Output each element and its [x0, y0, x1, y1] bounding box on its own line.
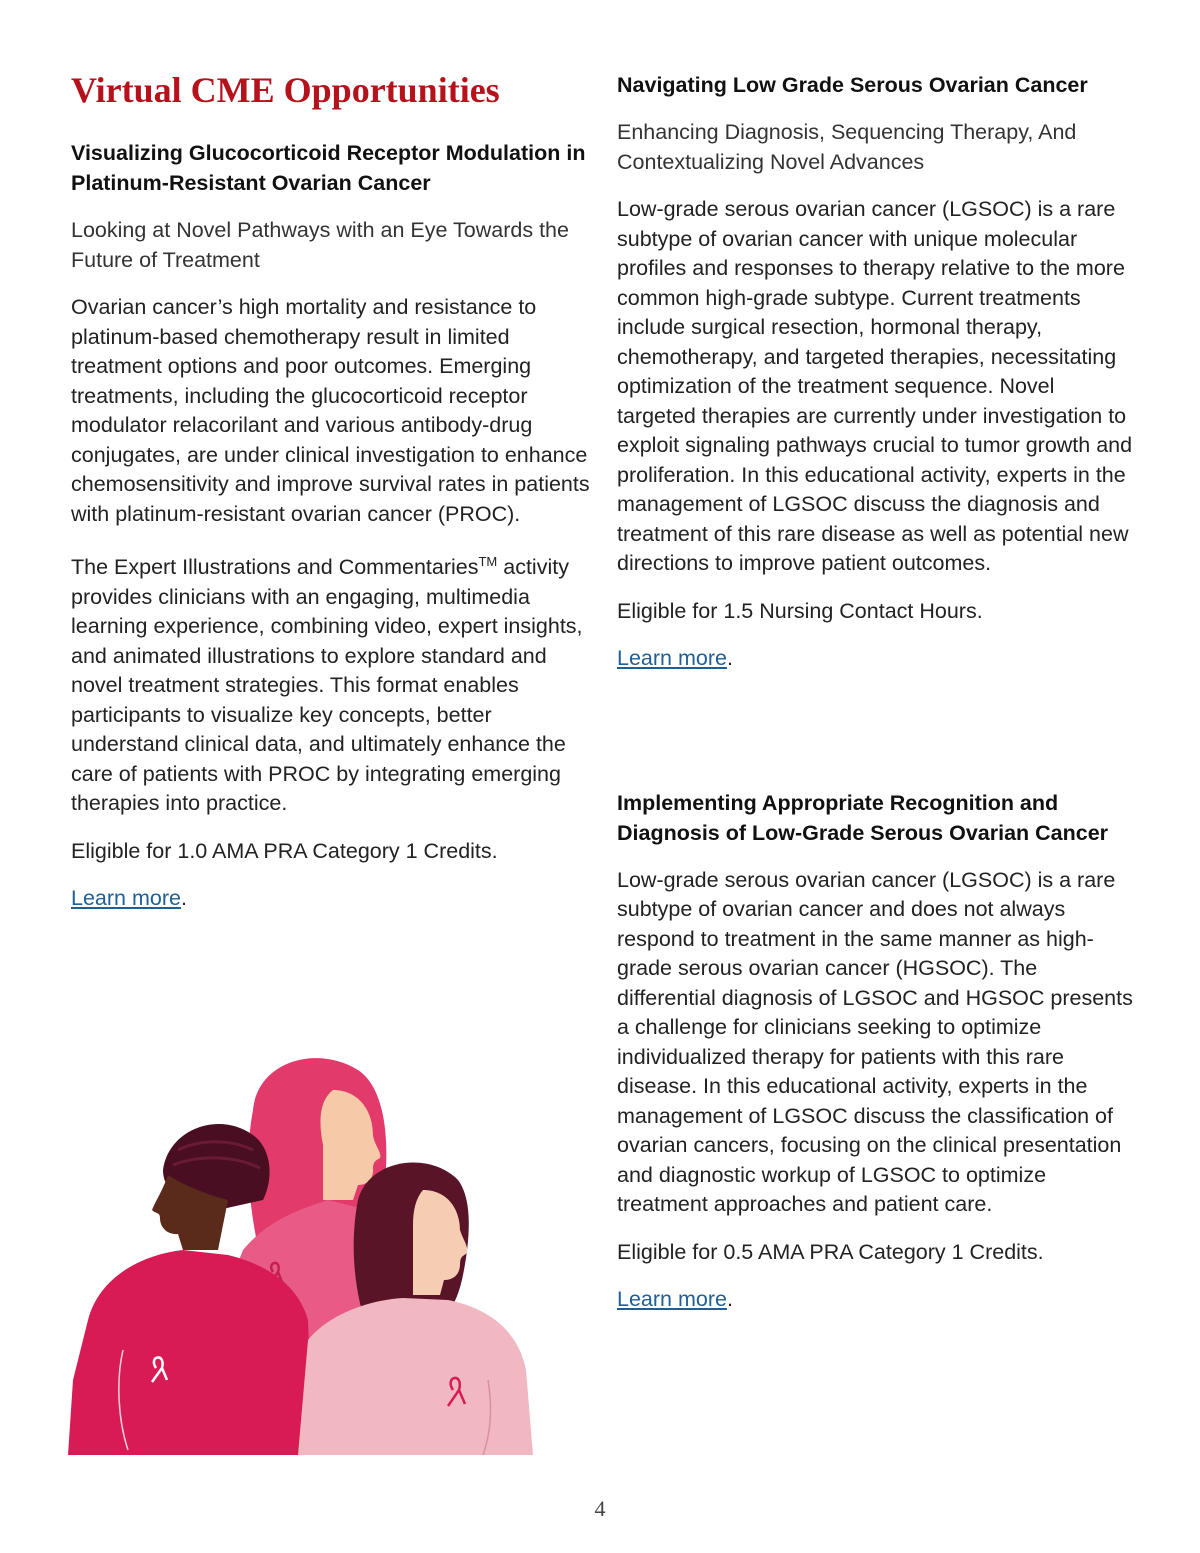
left-column	[71, 68, 591, 932]
link-period: .	[726, 1287, 733, 1311]
right-column	[617, 70, 1137, 1333]
credits-text: Eligible for 1.5 Nursing Contact Hours.	[617, 598, 983, 623]
page-number: 4	[594, 1496, 606, 1521]
article-subtitle-glucocorticoid: Looking at Novel Pathways with an Eye Towards the Future of Treatment	[71, 218, 569, 272]
credits-text: Eligible for 0.5 AMA PRA Category 1 Credits.	[617, 1239, 1044, 1264]
section-spacer	[617, 692, 1137, 788]
link-period: .	[726, 646, 733, 670]
article-paragraph	[71, 547, 591, 819]
left-woman-body	[68, 1250, 313, 1455]
page-title: Virtual CME Opportunities	[71, 70, 500, 110]
paragraph-rest: activity provides clinicians with an engaging, multimedia learning experience, combining video, expert insights, and animated illustrations to explore standard and novel treatment strategies. This format enables participants to visualize key concepts, better understand clinical data, and ultimately enhance the care of patients with PROC by integrating emerging therapies into practice.	[71, 555, 583, 816]
three-women-awareness-ribbon-illustration	[68, 1050, 538, 1455]
article-paragraph: Low-grade serous ovarian cancer (LGSOC) is a rare subtype of ovarian cancer and does not always respond to treatment in the same manner as high-grade serous ovarian cancer (HGSOC). The differential diagnosis of LGSOC and HGSOC presents a challenge for clinicians seeking to optimize individualized therapy for patients with this rare disease. In this educational activity, experts in the management of LGSOC discuss the classification of ovarian cancers, focusing on the clinical presentation and diagnostic workup of LGSOC to optimize treatment approaches and patient care.	[617, 867, 1133, 1216]
paragraph-lead: The Expert Illustrations and Commentaries	[71, 555, 479, 580]
learn-more-line	[71, 884, 591, 914]
trademark-mark: TM	[478, 554, 498, 569]
learn-more-link[interactable]: Learn more	[617, 646, 727, 670]
learn-more-line	[617, 644, 1137, 674]
article-paragraph: Low-grade serous ovarian cancer (LGSOC) is a rare subtype of ovarian cancer with unique molecular profiles and responses to therapy relative to the more common high-grade subtype. Current treatments include surgical resection, hormonal therapy, chemotherapy, and targeted therapies, necessitating optimization of the treatment sequence. Novel targeted therapies are currently under investigation to exploit signaling pathways crucial to tumor growth and proliferation. In this educational activity, experts in the management of LGSOC discuss the diagnosis and treatment of this rare disease as well as potential new directions to improve patient outcomes.	[617, 197, 1133, 575]
credits-text: Eligible for 1.0 AMA PRA Category 1 Credits.	[71, 838, 498, 863]
article-title-recognition-lgsoc: Implementing Appropriate Recognition and Diagnosis of Low-Grade Serous Ovarian Cancer	[617, 790, 1109, 845]
article-title-glucocorticoid: Visualizing Glucocorticoid Receptor Modulation in Platinum-Resistant Ovarian Cancer	[71, 141, 586, 195]
front-woman-body	[298, 1298, 533, 1455]
article-title-navigating-lgsoc: Navigating Low Grade Serous Ovarian Cancer	[617, 73, 1088, 97]
learn-more-link[interactable]: Learn more	[71, 886, 181, 911]
link-period: .	[180, 886, 187, 911]
learn-more-link[interactable]: Learn more	[617, 1287, 727, 1311]
learn-more-line	[617, 1285, 1137, 1315]
article-paragraph: Ovarian cancer’s high mortality and resistance to platinum-based chemotherapy result in limited treatment options and poor outcomes. Emerging treatments, including the glucocorticoid receptor modulator relacorilant and various antibody-drug conjugates, are under clinical investigation to enhance chemosensitivity and improve survival rates in patients with platinum-resistant ovarian cancer (PROC).	[71, 295, 590, 526]
article-subtitle-navigating-lgsoc: Enhancing Diagnosis, Sequencing Therapy, And Contextualizing Novel Advances	[617, 120, 1077, 174]
